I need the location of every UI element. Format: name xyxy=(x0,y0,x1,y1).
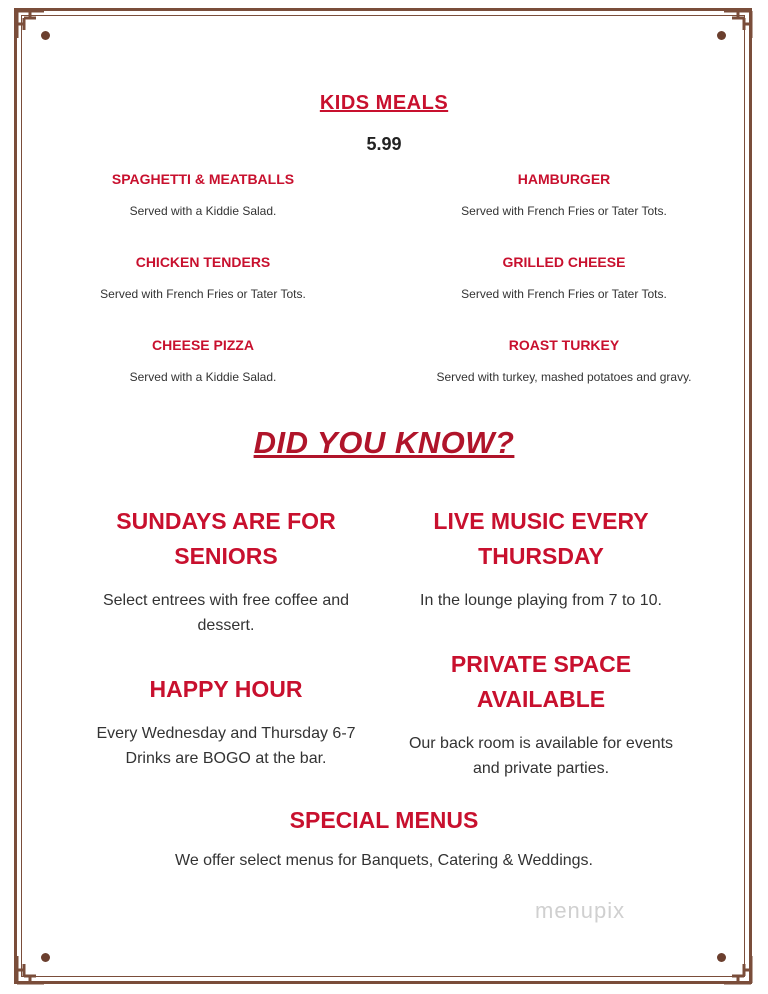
corner-ornament-bottom-right xyxy=(714,946,754,986)
info-section-seniors xyxy=(76,504,376,638)
corner-dot xyxy=(41,31,50,40)
corner-ornament-top-left xyxy=(14,8,54,48)
menu-item-description: Served with turkey, mashed potatoes and gravy. xyxy=(436,370,692,384)
section-text-line: Select entrees with free coffee and xyxy=(102,592,350,609)
watermark-logo: menupix xyxy=(535,898,626,923)
section-title-line: SUNDAYS ARE FOR xyxy=(116,508,336,534)
section-text xyxy=(76,721,376,771)
corner-ornament-top-right xyxy=(714,8,754,48)
info-section-private-space xyxy=(391,647,691,781)
menu-item-name: HAMBURGER xyxy=(517,171,611,187)
section-title-line: THURSDAY xyxy=(478,543,604,569)
section-text-line: Every Wednesday and Thursday 6-7 xyxy=(96,725,356,742)
section-title-line: SENIORS xyxy=(174,543,278,569)
kids-meals-title: KIDS MEALS xyxy=(319,92,449,114)
menu-item xyxy=(38,171,368,218)
did-you-know-heading: DID YOU KNOW? xyxy=(253,425,515,460)
menu-item-description: Served with French Fries or Tater Tots. xyxy=(461,287,667,301)
menu-item-name: ROAST TURKEY xyxy=(508,337,620,353)
section-title-line: PRIVATE SPACE xyxy=(450,651,632,677)
special-menus-text: We offer select menus for Banquets, Catering & Weddings. xyxy=(175,852,593,869)
menu-item xyxy=(38,337,368,384)
corner-dot xyxy=(717,31,726,40)
kids-meals-price: 5.99 xyxy=(366,134,402,154)
menu-item-name: GRILLED CHEESE xyxy=(502,254,626,270)
menu-item-description: Served with French Fries or Tater Tots. xyxy=(100,287,306,301)
menu-item-description: Served with French Fries or Tater Tots. xyxy=(461,204,667,218)
special-menus-title: SPECIAL MENUS xyxy=(289,807,479,833)
section-text-line: dessert. xyxy=(197,617,255,634)
menu-item xyxy=(399,254,729,301)
section-text-line: Drinks are BOGO at the bar. xyxy=(125,750,327,767)
menu-item-name: CHICKEN TENDERS xyxy=(135,254,271,270)
section-title xyxy=(391,504,691,574)
section-text xyxy=(391,588,691,613)
info-section-live-music xyxy=(391,504,691,613)
section-text-line: In the lounge playing from 7 to 10. xyxy=(420,592,662,609)
section-title-line: AVAILABLE xyxy=(476,686,606,712)
section-title-line: LIVE MUSIC EVERY xyxy=(433,508,649,534)
corner-dot xyxy=(717,953,726,962)
section-text xyxy=(391,731,691,781)
menu-item xyxy=(399,171,729,218)
menu-item xyxy=(38,254,368,301)
section-text-line: and private parties. xyxy=(472,760,610,777)
corner-dot xyxy=(41,953,50,962)
section-text-line: Our back room is available for events xyxy=(408,735,674,752)
section-title-line: HAPPY HOUR xyxy=(149,676,303,702)
section-title xyxy=(76,672,376,707)
menu-item-name: SPAGHETTI & MEATBALLS xyxy=(111,171,295,187)
info-section-happy-hour xyxy=(76,672,376,771)
section-title xyxy=(391,647,691,717)
menu-item xyxy=(399,337,729,384)
section-title xyxy=(76,504,376,574)
menu-item-name: CHEESE PIZZA xyxy=(152,337,254,353)
corner-ornament-bottom-left xyxy=(14,946,54,986)
menu-item-description: Served with a Kiddie Salad. xyxy=(129,204,277,218)
section-text xyxy=(76,588,376,638)
menu-item-description: Served with a Kiddie Salad. xyxy=(129,370,277,384)
